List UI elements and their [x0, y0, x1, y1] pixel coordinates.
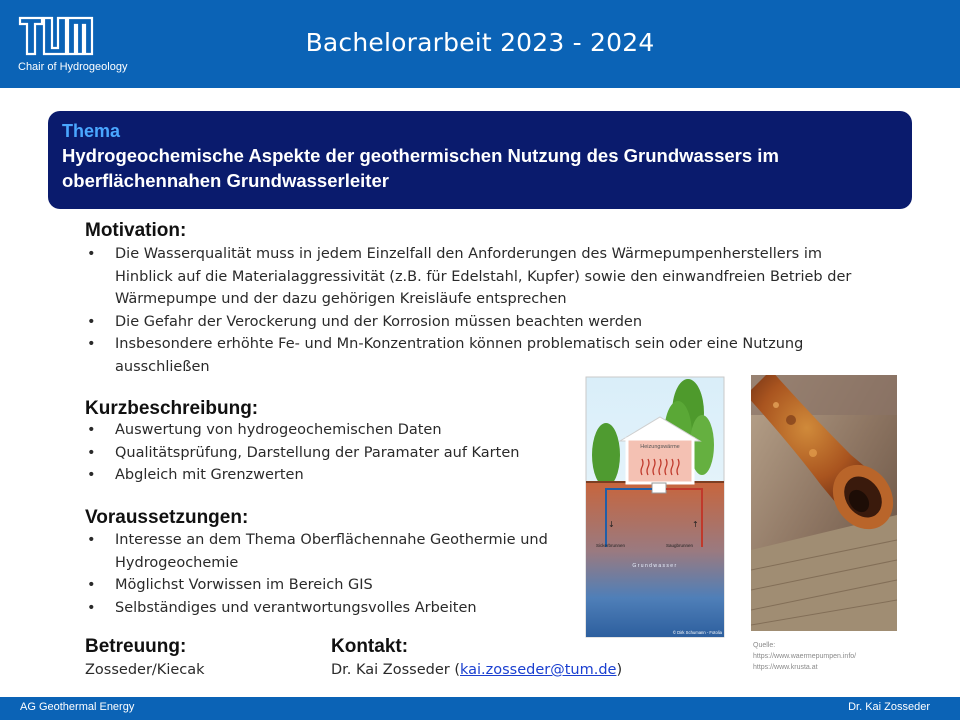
footer-right: Dr. Kai Zosseder — [848, 701, 930, 713]
voraus-list — [85, 529, 560, 619]
water-label: Grundwasser — [632, 563, 678, 569]
image-source — [753, 640, 856, 673]
motivation-heading: Motivation: — [85, 220, 187, 241]
source-label: Quelle: — [753, 642, 776, 649]
image-credit: © Dirk Schumann - Fotolia — [672, 630, 722, 635]
header-bar — [0, 0, 960, 88]
kontakt-text — [331, 662, 622, 678]
chair-name: Chair of Hydrogeology — [18, 61, 128, 73]
voraus-heading: Voraussetzungen: — [85, 507, 249, 528]
page-title: Bachelorarbeit 2023 - 2024 — [305, 28, 655, 57]
kontakt-heading: Kontakt: — [331, 636, 409, 657]
rusty-pipe-photo — [751, 375, 897, 631]
down-arrow-icon: ↓ — [608, 520, 615, 529]
source-link-2[interactable]: https://www.krusta.at — [753, 664, 818, 671]
kurz-heading: Kurzbeschreibung: — [85, 398, 259, 419]
betreuung-heading: Betreuung: — [85, 636, 187, 657]
email-link[interactable]: kai.zosseder@tum.de — [459, 662, 617, 678]
well-left-label: Sickerbrunnen — [596, 543, 626, 548]
kontakt-suffix: ) — [616, 662, 623, 678]
topic-label: Thema — [62, 121, 121, 141]
topic-text: Hydrogeochemische Aspekte der geothermischen Nutzung des Grundwassers im oberflächennahen Grundwasserleiter — [62, 145, 779, 191]
topic-box — [48, 111, 912, 209]
list-item: • Auswertung von hydrogeochemischen Daten — [85, 419, 565, 442]
well-right-label: Saugbrunnen — [666, 543, 694, 548]
list-item: • Abgleich mit Grenzwerten — [85, 464, 565, 487]
list-item: • Möglichst Vorwissen im Bereich GIS — [85, 574, 560, 597]
motivation-list — [85, 243, 875, 378]
footer-left: AG Geothermal Energy — [20, 701, 135, 713]
betreuung-text: Zosseder/Kiecak — [85, 662, 205, 678]
list-item: • Interesse an dem Thema Oberflächennahe Geothermie und Hydrogeochemie — [85, 529, 560, 574]
kontakt-prefix: Dr. Kai Zosseder ( — [331, 662, 460, 678]
list-item: • Insbesondere erhöhte Fe- und Mn-Konzentration können problematisch sein oder eine Nutzung ausschließen — [85, 333, 875, 378]
kurz-list — [85, 419, 565, 487]
list-item: • Die Gefahr der Verockerung und der Korrosion müssen beachten werden — [85, 311, 875, 334]
up-arrow-icon: ↑ — [692, 520, 699, 529]
source-link-1[interactable]: https://www.waermepumpen.info/ — [753, 653, 857, 660]
list-item: • Qualitätsprüfung, Darstellung der Paramater auf Karten — [85, 442, 565, 465]
house-label: Heizungswärme — [640, 444, 680, 450]
heat-pump-diagram — [584, 375, 726, 639]
footer-bar — [0, 697, 960, 720]
list-item: • Selbständiges und verantwortungsvolles Arbeiten — [85, 597, 560, 620]
list-item: • Die Wasserqualität muss in jedem Einzelfall den Anforderungen des Wärmepumpenherstellers im Hinblick auf die Materialaggressivität (z.B. für Edelstahl, Kupfer) sowie den einwandfreien Betrieb der Wärmepumpe und der dazu gehörigen Kreisläufe entsprechen — [85, 243, 875, 311]
